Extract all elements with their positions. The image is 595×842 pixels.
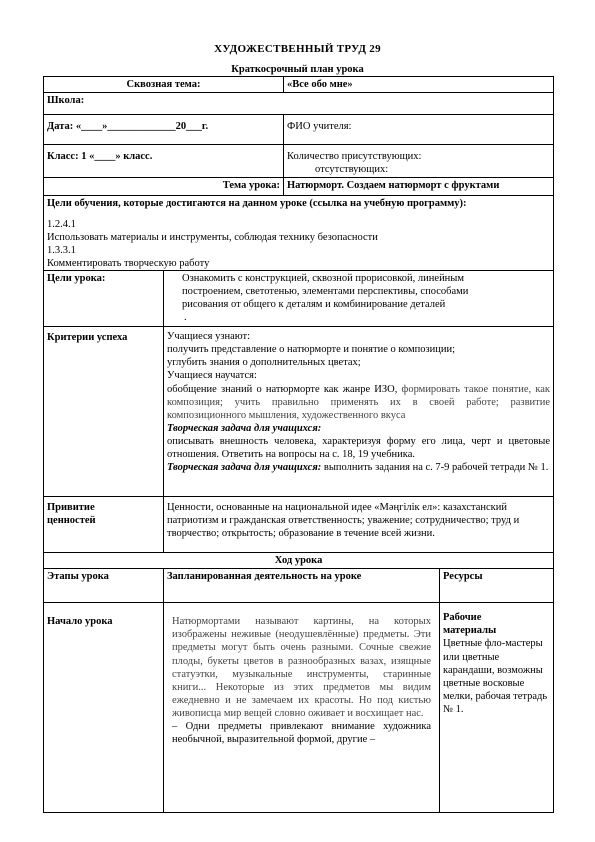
criteria-label: Критерии успеха (44, 327, 164, 497)
lesson-goals-row (44, 271, 554, 327)
criteria-skills-text-b: формировать такое понятие, как композиция; учить правильно применять их в своей работе; развитие композиционного мышления, художественного вкуса (167, 383, 551, 421)
resources-title-1: Рабочие (443, 612, 482, 624)
class-row (44, 145, 554, 178)
lesson-goal-line-1: Ознакомить с конструкцией, сквозной прорисовкой, линейным (182, 273, 465, 284)
topic-value: Натюрморт. Создаем натюрморт с фруктами (284, 178, 554, 196)
task1-text: описывать внешность человека, характеризуя форму его лица, черт и цветовые отношения. Ответить на вопросы на с. 18, 19 учебника. (167, 436, 551, 461)
values-label-1: Привитие (47, 502, 95, 513)
theme-value: «Все обо мне» (284, 77, 554, 93)
school-row (44, 93, 554, 115)
class-label: Класс: 1 «____» класс. (44, 145, 284, 178)
theme-label: Сквозная тема: (44, 77, 284, 93)
col-stages: Этапы урока (44, 569, 164, 603)
date-label: Дата: «____»_____________20___г. (44, 115, 284, 145)
criteria-learn-heading: Учащиеся узнают: (167, 331, 251, 342)
lesson-goal-line-4: . (184, 312, 187, 324)
criteria-row (44, 327, 554, 497)
goals-program-row (44, 196, 554, 271)
col-activity: Запланированная деятельность на уроке (164, 569, 440, 603)
start-stage-label: Начало урока (44, 603, 164, 813)
criteria-learn-2: углубить знания о дополнительных цветах; (167, 357, 361, 369)
lesson-goals-label: Цели урока: (44, 271, 164, 327)
course-heading: Ход урока (44, 553, 554, 569)
goal-text-1: Использовать материалы и инструменты, соблюдая технику безопасности (47, 231, 378, 243)
start-activity-text: Натюрмортами называют картины, на которых изображены неживые (неодушевлённые) предметы. Эти предметы могут быть очень разными. Сочные свежие плоды, букеты цветов в разнообразных вазах, изящные статуэтки, музыкальные инструменты, старинные книги... Некоторые из этих предметов мы видим ежедневно и не замечаем их красоты. Но под кистью живописца мир вещей словно оживает и восхищает нас. (172, 616, 431, 719)
values-label-2: ценностей (47, 515, 96, 527)
document-title: ХУДОЖЕСТВЕННЫЙ ТРУД 29 (214, 43, 381, 55)
values-row (44, 497, 554, 553)
course-columns-row (44, 569, 554, 603)
criteria-skills-text-a: обобщение знаний о натюрморте как жанре ИЗО, (167, 383, 398, 395)
date-row (44, 115, 554, 145)
lesson-goal-line-3: рисования от общего к деталям и комбинирование деталей (182, 299, 446, 311)
col-resources: Ресурсы (440, 569, 554, 603)
topic-label: Тема урока: (44, 178, 284, 196)
resources-title-2: материалы (443, 625, 497, 637)
goals-program-heading: Цели обучения, которые достигаются на данном уроке (ссылка на учебную программу): (47, 198, 467, 210)
theme-row (44, 77, 554, 93)
task2-text: выполнить задания на с. 7-9 рабочей тетради № 1. (321, 462, 549, 474)
goal-code-2: 1.3.3.1 (47, 244, 76, 256)
resources-text: Цветные фло-мастеры или цветные карандаши, возможны цветные восковые мелки, рабочая тетрадь № 1. (443, 638, 548, 715)
present-label: Количество присутствующих: (287, 151, 422, 163)
course-heading-row (44, 553, 554, 569)
absent-label: отсутствующих: (315, 164, 389, 176)
lesson-goal-line-2: построением, светотенью, элементами перспективы, способами (182, 286, 469, 298)
task2-label: Творческая задача для учащихся: (167, 462, 322, 474)
task1-label: Творческая задача для учащихся: (167, 422, 322, 434)
school-label: Школа: (44, 93, 554, 115)
start-stage-row (44, 603, 554, 813)
teacher-label: ФИО учителя: (284, 115, 554, 145)
start-activity-text-2: – Одни предметы привлекают внимание художника необычной, выразительной формой, другие – (172, 721, 431, 746)
document-subtitle: Краткосрочный план урока (231, 64, 364, 75)
goal-code-1: 1.2.4.1 (47, 218, 76, 230)
criteria-skills-heading: Учащиеся научатся: (167, 370, 257, 382)
values-text: Ценности, основанные на национальной идее «Мәңгілік ел»: казахстанский патриотизм и гражданская ответственность; уважение; сотрудничество; труд и творчество; открытость; образование в течение всей жизни. (164, 497, 554, 553)
goal-text-2: Комментировать творческую работу (47, 257, 210, 269)
criteria-learn-1: получить представление о натюрморте и понятие о композиции; (167, 344, 456, 356)
lesson-plan-table (43, 76, 554, 813)
topic-row (44, 178, 554, 196)
